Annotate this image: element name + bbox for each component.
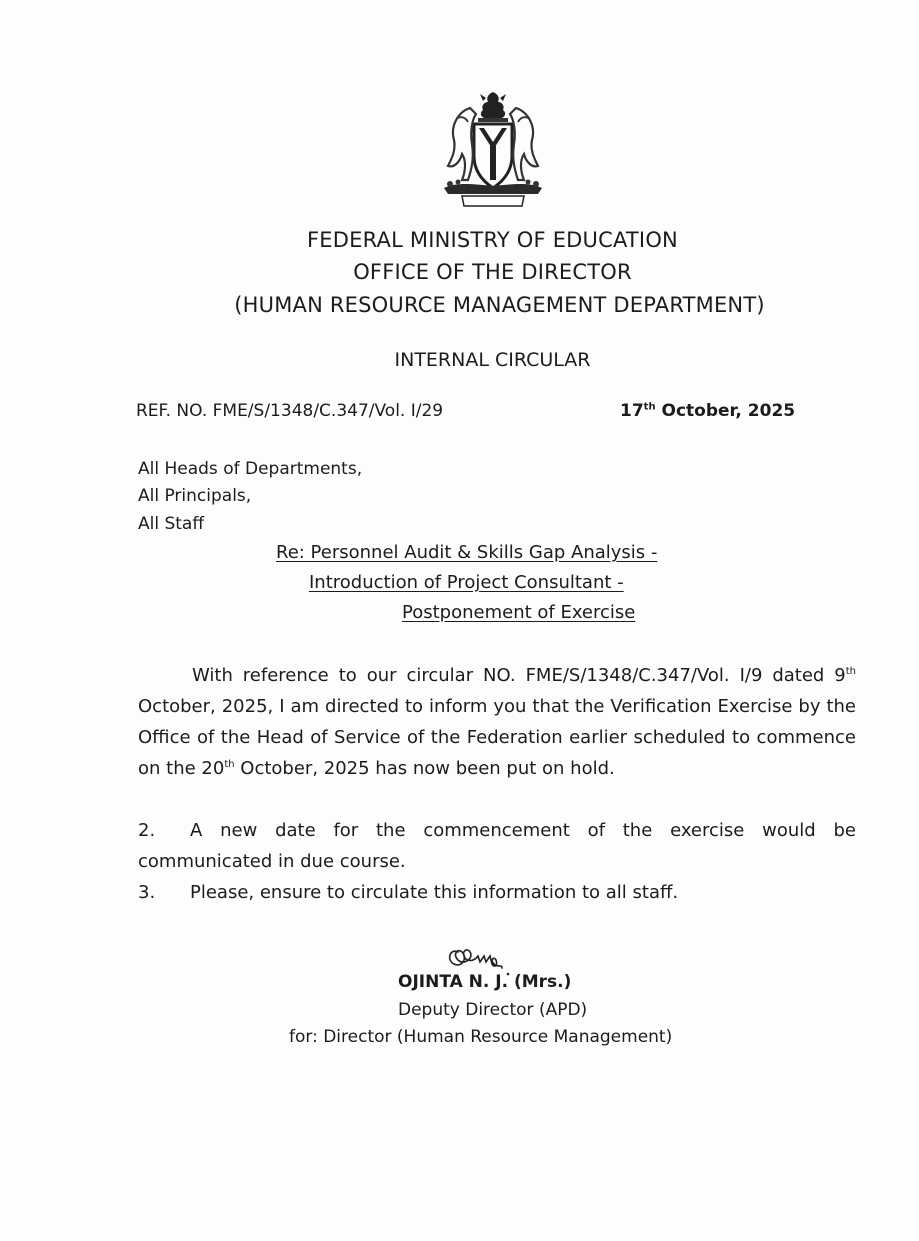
subject-line-1: Re: Personnel Audit & Skills Gap Analysis - [276, 542, 658, 563]
paragraph-3 [138, 877, 856, 908]
paragraph-2 [138, 815, 856, 877]
signatory-title: Deputy Director (APD) [398, 1000, 588, 1020]
subject-line-2: Introduction of Project Consultant - [309, 572, 624, 593]
paragraph-3-text: Please, ensure to circulate this information to all staff. [190, 882, 679, 903]
paragraph-1-text-b: October, 2025, I am directed to inform you that the Verification Exercise by the Office of the Head of Service of the Federation earlier scheduled to commence on the 20 [138, 696, 856, 779]
paragraph-1-text-c: October, 2025 has now been put on hold. [234, 758, 615, 779]
subject-line-3: Postponement of Exercise [402, 602, 636, 623]
reference-number: REF. NO. FME/S/1348/C.347/Vol. I/29 [136, 401, 444, 421]
circular-type-title: INTERNAL CIRCULAR [394, 349, 591, 371]
ordinal-suffix: th [224, 759, 235, 770]
signatory-for-line: for: Director (Human Resource Management) [289, 1027, 673, 1047]
paragraph-number: 3. [138, 882, 156, 903]
date-day: 17 [620, 401, 644, 421]
ministry-heading: FEDERAL MINISTRY OF EDUCATION [307, 228, 678, 252]
addressee-line: All Staff [138, 514, 205, 534]
department-heading: (HUMAN RESOURCE MANAGEMENT DEPARTMENT) [234, 293, 765, 317]
paragraph-1-text-a: With reference to our circular NO. FME/S/1348/C.347/Vol. I/9 dated 9 [192, 665, 846, 686]
circular-date [620, 401, 795, 421]
paragraph-number: 2. [138, 820, 156, 841]
paragraph-2-text: A new date for the commencement of the exercise would be communicated in due course. [138, 820, 856, 872]
addressee-line: All Principals, [138, 486, 252, 506]
office-heading: OFFICE OF THE DIRECTOR [353, 260, 632, 284]
addressee-line: All Heads of Departments, [138, 459, 363, 479]
paragraph-1 [138, 660, 856, 784]
date-suffix: th [643, 401, 656, 413]
date-month-year: October, 2025 [655, 401, 796, 421]
signatory-name: OJINTA N. J. (Mrs.) [398, 972, 572, 992]
coat-of-arms-icon [436, 88, 550, 214]
ordinal-suffix: th [845, 666, 856, 677]
